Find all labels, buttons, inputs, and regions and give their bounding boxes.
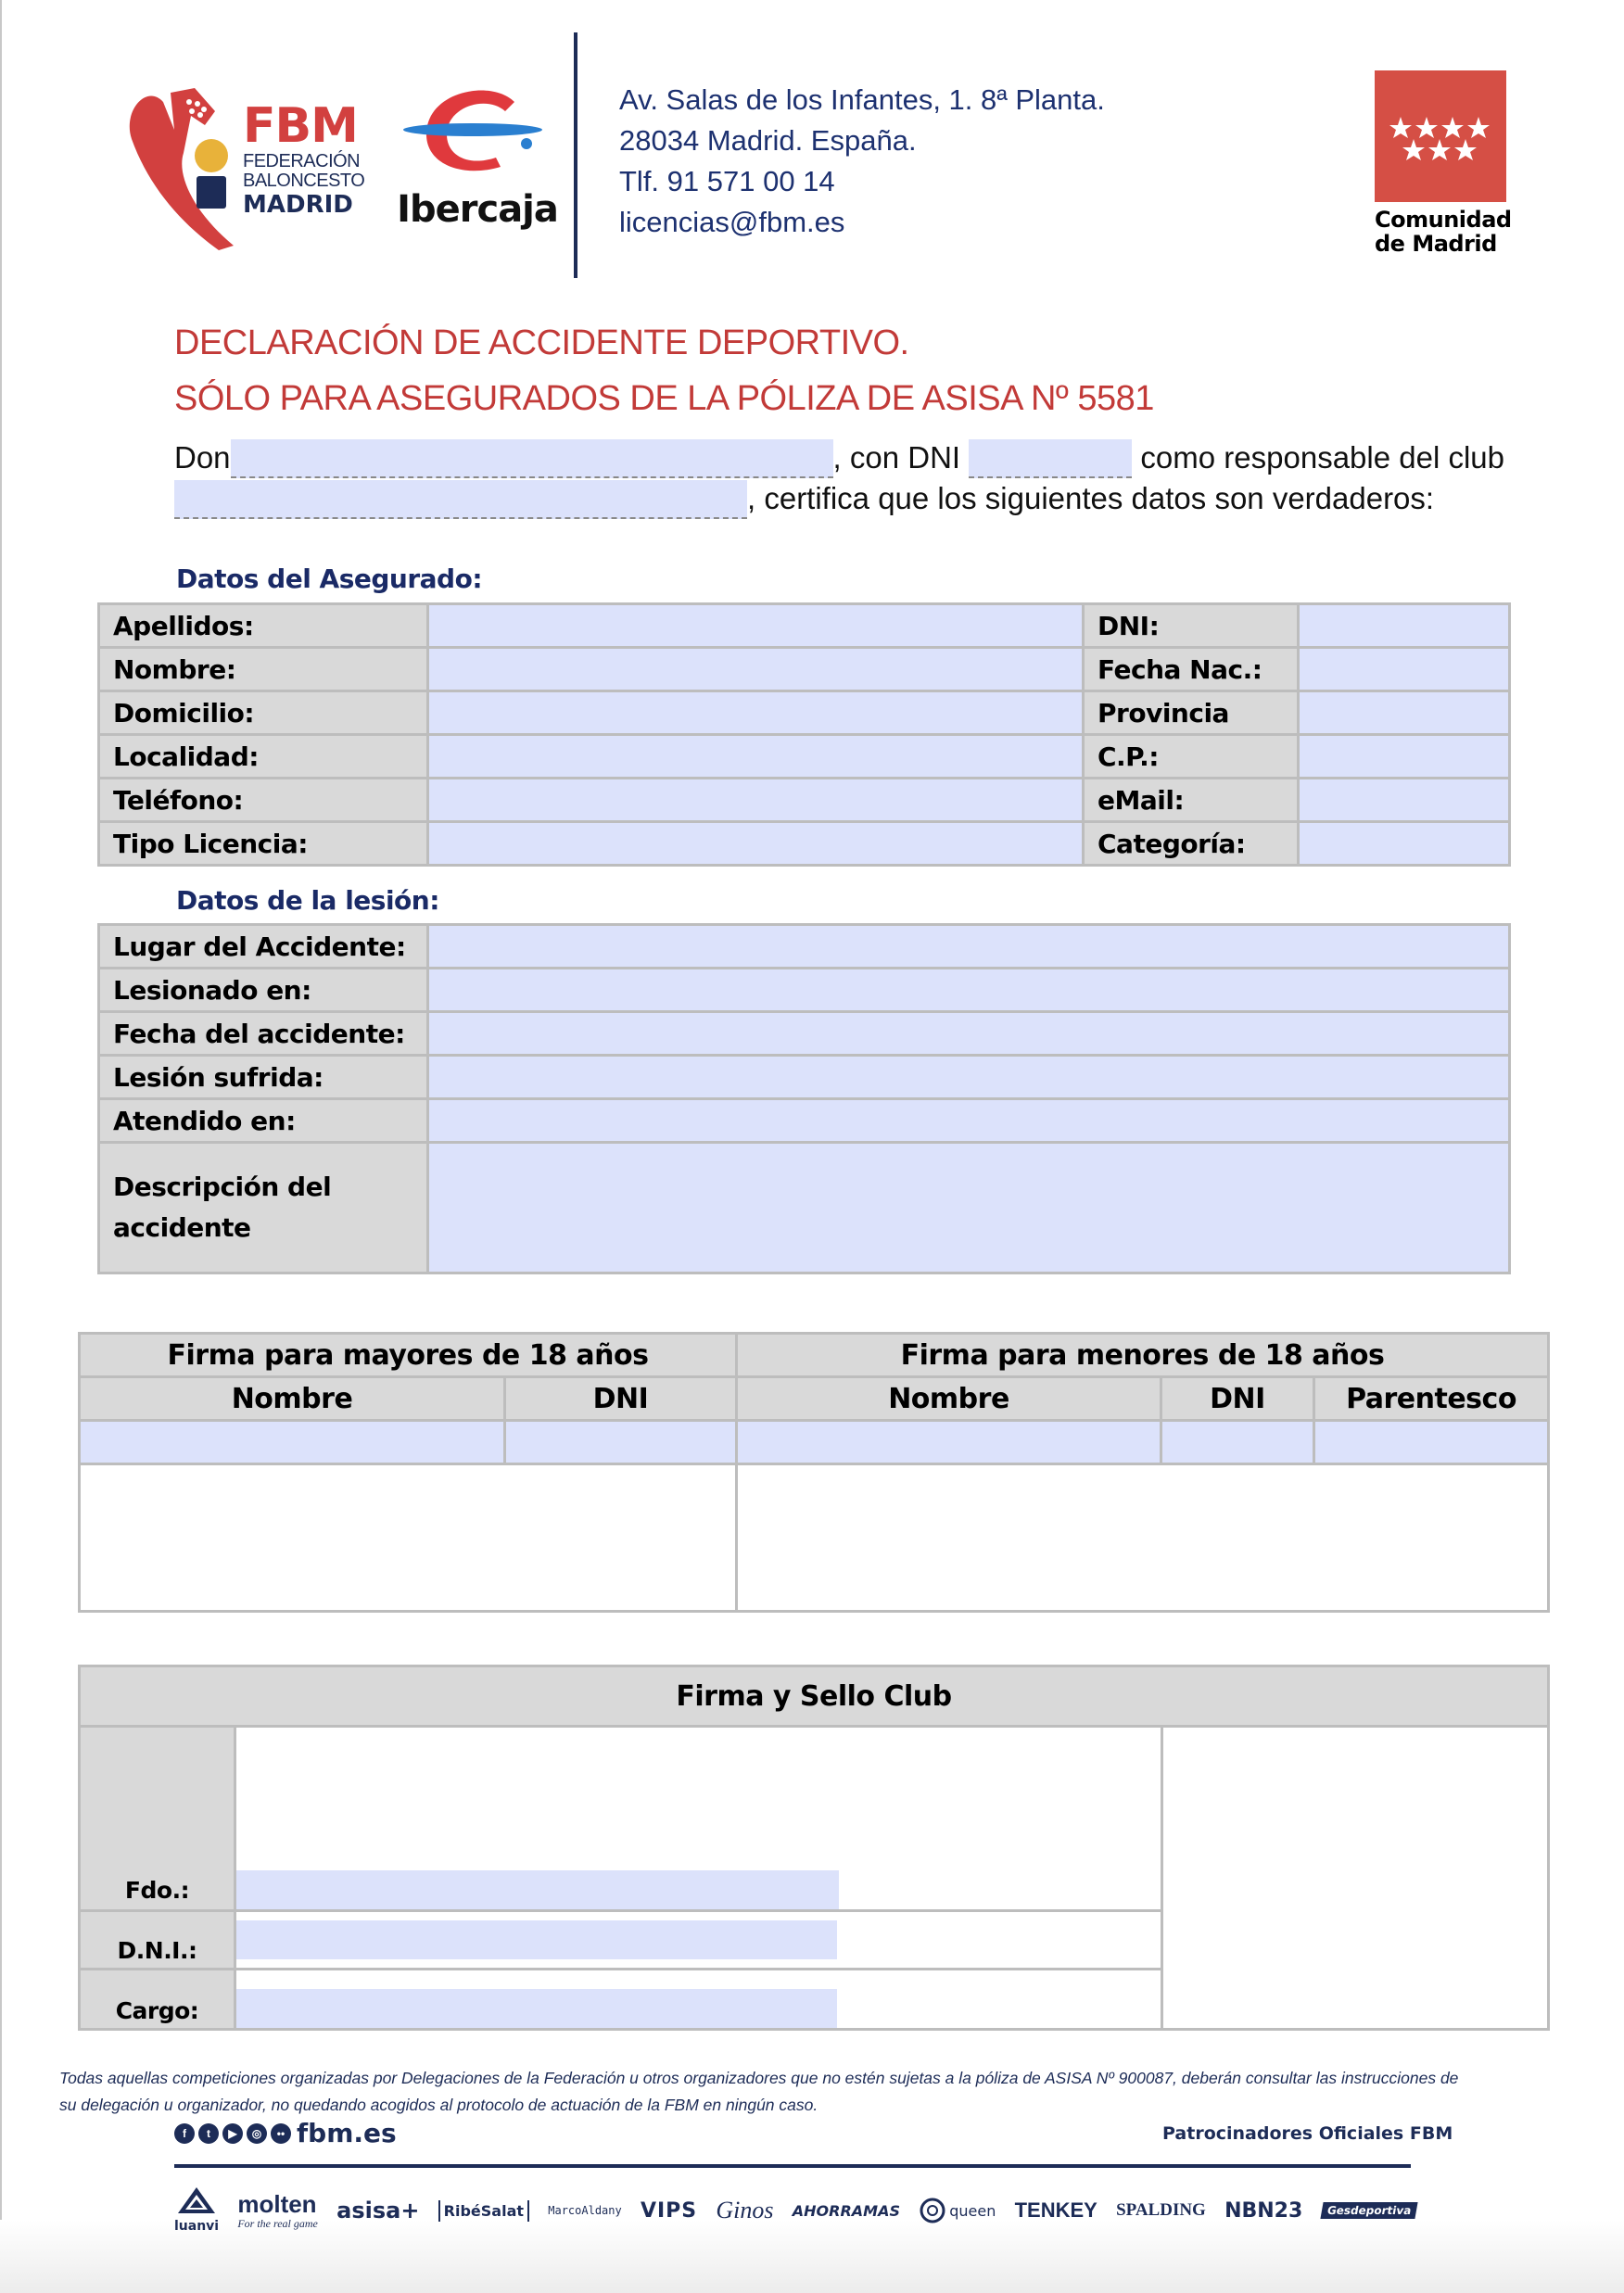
title-line1: DECLARACIÓN DE ACCIDENTE DEPORTIVO. xyxy=(174,323,909,362)
description-label xyxy=(99,1143,428,1273)
injury-row xyxy=(99,1056,1510,1099)
insured-input[interactable] xyxy=(429,692,1082,733)
responsible-dni-input[interactable] xyxy=(969,439,1132,478)
address-phone: Tlf. 91 571 00 14 xyxy=(619,165,835,197)
injury-label: Fecha del accidente: xyxy=(99,1012,428,1056)
injury-heading: Datos de la lesión: xyxy=(176,885,439,916)
sponsor-ribesalat: RibéSalat xyxy=(438,2200,529,2222)
sponsor-nbn23: NBN23 xyxy=(1224,2198,1303,2223)
insured-field[interactable] xyxy=(428,822,1084,866)
fbm-emblem-icon xyxy=(119,74,239,250)
facebook-icon[interactable]: f xyxy=(174,2123,195,2144)
injury-table xyxy=(97,923,1511,1274)
minors-signature-header: Firma para menores de 18 años xyxy=(737,1334,1549,1377)
contact-address xyxy=(619,80,1105,243)
star-icon xyxy=(1415,117,1438,138)
sponsor-ahorramas: AHORRAMAS xyxy=(792,2201,900,2220)
minor-name-field[interactable] xyxy=(737,1421,1161,1464)
title-line2: SÓLO PARA ASEGURADOS DE LA PÓLIZA DE ASISA Nº 5581 xyxy=(174,379,1154,418)
star-icon xyxy=(1402,139,1425,160)
insured-field-secondary[interactable] xyxy=(1299,604,1510,648)
injury-input[interactable] xyxy=(429,1013,1508,1054)
footer-divider xyxy=(174,2164,1411,2168)
adult-dni-column: DNI xyxy=(505,1377,737,1421)
injury-label: Lesionado en: xyxy=(99,969,428,1012)
description-label-line2: accidente xyxy=(113,1212,251,1243)
adult-name-column: Nombre xyxy=(80,1377,505,1421)
insured-row xyxy=(99,691,1510,735)
intro-mid1: , con DNI xyxy=(832,440,970,475)
minor-relationship-field[interactable] xyxy=(1314,1421,1549,1464)
club-dni-field[interactable] xyxy=(236,1920,837,1959)
page-edge xyxy=(0,0,2,2293)
sponsors-row xyxy=(174,2182,1416,2239)
intro-prefix: Don xyxy=(174,440,231,475)
insured-input-secondary[interactable] xyxy=(1300,823,1508,864)
injury-input[interactable] xyxy=(429,1100,1508,1141)
adult-name-input[interactable] xyxy=(81,1422,503,1463)
sponsor-marcoaldany: MarcoAldany xyxy=(548,2204,622,2217)
signed-by-cell xyxy=(235,1727,1162,1911)
ibercaja-emblem-icon xyxy=(389,83,565,185)
sponsor-asisa: asisa+ xyxy=(336,2198,420,2223)
description-label-line1: Descripción del xyxy=(113,1172,332,1202)
star-icon xyxy=(1428,139,1451,160)
injury-input[interactable] xyxy=(429,969,1508,1010)
sponsor-ginos: Ginos xyxy=(716,2197,774,2223)
adult-dni-input[interactable] xyxy=(506,1422,735,1463)
insured-label-secondary: DNI: xyxy=(1084,604,1299,648)
insured-input-secondary[interactable] xyxy=(1300,605,1508,646)
stars-icon xyxy=(1375,70,1506,202)
insured-input[interactable] xyxy=(429,605,1082,646)
injury-field[interactable] xyxy=(428,1099,1510,1143)
club-signature-table xyxy=(78,1665,1550,2031)
club-dni-input[interactable] xyxy=(236,1920,841,1961)
minor-dni-column: DNI xyxy=(1161,1377,1314,1421)
injury-row xyxy=(99,1099,1510,1143)
insured-input[interactable] xyxy=(429,649,1082,690)
insured-field[interactable] xyxy=(428,648,1084,691)
sponsor-spalding: SPALDING xyxy=(1116,2200,1206,2220)
page-title xyxy=(174,315,1154,426)
adult-signature-area[interactable] xyxy=(80,1464,737,1612)
signatures-table xyxy=(78,1332,1550,1613)
insured-row xyxy=(99,604,1510,648)
address-city: 28034 Madrid. España. xyxy=(619,124,917,157)
signed-by-field[interactable] xyxy=(236,1870,839,1909)
insured-row xyxy=(99,648,1510,691)
luanvi-tree-icon xyxy=(178,2187,215,2215)
insured-label: Domicilio: xyxy=(99,691,428,735)
insured-label-secondary: Fecha Nac.: xyxy=(1084,648,1299,691)
star-icon xyxy=(1441,117,1464,138)
insured-label: Localidad: xyxy=(99,735,428,779)
signed-by-label: Fdo.: xyxy=(80,1727,235,1911)
minor-name-input[interactable] xyxy=(738,1422,1160,1463)
injury-label: Lugar del Accidente: xyxy=(99,925,428,969)
signed-by-input[interactable] xyxy=(236,1870,843,1911)
position-cell xyxy=(235,1970,1162,2030)
insured-field-secondary[interactable] xyxy=(1299,735,1510,779)
minor-relationship-column: Parentesco xyxy=(1314,1377,1549,1421)
insured-field-secondary[interactable] xyxy=(1299,779,1510,822)
injury-field[interactable] xyxy=(428,925,1510,969)
injury-row xyxy=(99,1012,1510,1056)
website-link[interactable]: fbm.es xyxy=(297,2118,397,2148)
sponsors-title: Patrocinadores Oficiales FBM xyxy=(1162,2123,1453,2144)
insured-label-secondary: C.P.: xyxy=(1084,735,1299,779)
flickr-icon[interactable]: •• xyxy=(271,2123,291,2144)
club-dni-label: D.N.I.: xyxy=(80,1911,235,1970)
cm-line1: Comunidad xyxy=(1375,207,1512,233)
sponsor-molten: molten For the real game xyxy=(237,2190,318,2230)
description-field[interactable] xyxy=(428,1143,1510,1273)
address-email[interactable]: licencias@fbm.es xyxy=(619,206,845,238)
minor-signature-area[interactable] xyxy=(737,1464,1549,1612)
sponsor-queen: queen xyxy=(919,2197,996,2224)
address-line: Av. Salas de los Infantes, 1. 8ª Planta. xyxy=(619,83,1105,116)
sponsor-vips: VIPS xyxy=(640,2198,698,2223)
club-dni-cell xyxy=(235,1911,1162,1970)
insured-input[interactable] xyxy=(429,779,1082,820)
insured-heading: Datos del Asegurado: xyxy=(176,564,483,594)
injury-row xyxy=(99,925,1510,969)
insured-row xyxy=(99,735,1510,779)
disclaimer-line1: Todas aquellas competiciones organizadas por Delegaciones de la Federación u otros organizadores que no estén sujetas a la póliza de ASISA Nº 900087, deberán consultar las instrucciones de xyxy=(59,2069,1459,2087)
adult-dni-field[interactable] xyxy=(505,1421,737,1464)
sponsor-luanvi: luanvi xyxy=(174,2187,219,2234)
insured-input[interactable] xyxy=(429,823,1082,864)
minor-dni-input[interactable] xyxy=(1162,1422,1313,1463)
injury-row xyxy=(99,969,1510,1012)
fbm-line1: FEDERACIÓN xyxy=(243,151,361,171)
insured-field-secondary[interactable] xyxy=(1299,648,1510,691)
insured-field[interactable] xyxy=(428,779,1084,822)
club-stamp-area[interactable] xyxy=(1162,1727,1549,2030)
insured-input-secondary[interactable] xyxy=(1300,736,1508,777)
description-textarea[interactable] xyxy=(429,1142,1508,1270)
insured-label-secondary: Categoría: xyxy=(1084,822,1299,866)
minor-dni-field[interactable] xyxy=(1161,1421,1314,1464)
intro-mid2: como responsable del club xyxy=(1132,440,1505,475)
adults-signature-header: Firma para mayores de 18 años xyxy=(80,1334,737,1377)
insured-field[interactable] xyxy=(428,735,1084,779)
description-row xyxy=(99,1143,1510,1273)
comunidad-madrid-flag-icon xyxy=(1375,70,1506,202)
injury-input[interactable] xyxy=(429,926,1508,967)
insured-input[interactable] xyxy=(429,736,1082,777)
certification-statement xyxy=(174,437,1528,519)
fbm-line2: BALONCESTO xyxy=(243,171,365,191)
insured-label-secondary: eMail: xyxy=(1084,779,1299,822)
injury-label: Atendido en: xyxy=(99,1099,428,1143)
twitter-icon[interactable]: t xyxy=(198,2123,219,2144)
position-label: Cargo: xyxy=(80,1970,235,2030)
injury-field[interactable] xyxy=(428,1012,1510,1056)
fbm-logo-text xyxy=(243,100,382,219)
responsible-name-input[interactable] xyxy=(231,439,833,478)
insured-label: Nombre: xyxy=(99,648,428,691)
star-icon xyxy=(1389,117,1412,138)
comunidad-madrid-text xyxy=(1375,208,1512,256)
insured-input-secondary[interactable] xyxy=(1300,692,1508,733)
minor-name-column: Nombre xyxy=(737,1377,1161,1421)
insured-field-secondary[interactable] xyxy=(1299,691,1510,735)
insured-label: Apellidos: xyxy=(99,604,428,648)
disclaimer-line2: su delegación u organizador, no quedando acogidos al protocolo de actuación de la FBM en ningún caso. xyxy=(59,2096,818,2114)
minor-relationship-input[interactable] xyxy=(1315,1422,1547,1463)
insured-field[interactable] xyxy=(428,691,1084,735)
injury-field[interactable] xyxy=(428,1056,1510,1099)
instagram-icon[interactable]: ◎ xyxy=(247,2123,267,2144)
insured-row xyxy=(99,779,1510,822)
insured-field[interactable] xyxy=(428,604,1084,648)
youtube-icon[interactable]: ▶ xyxy=(222,2123,243,2144)
insured-input-secondary[interactable] xyxy=(1300,649,1508,690)
insured-label-secondary: Provincia xyxy=(1084,691,1299,735)
ibercaja-logo xyxy=(389,83,565,241)
club-signature-header: Firma y Sello Club xyxy=(80,1666,1549,1727)
star-icon xyxy=(1454,139,1477,160)
fbm-line3: MADRID xyxy=(243,191,353,219)
fbm-acronym: FBM xyxy=(243,98,358,154)
club-name-input[interactable] xyxy=(174,480,747,519)
disclaimer-text xyxy=(59,2065,1561,2119)
insured-label: Tipo Licencia: xyxy=(99,822,428,866)
header-divider xyxy=(574,32,577,278)
sponsor-tenkey: TENKEY xyxy=(1014,2198,1097,2222)
insured-label: Teléfono: xyxy=(99,779,428,822)
injury-label: Lesión sufrida: xyxy=(99,1056,428,1099)
position-input[interactable] xyxy=(236,1989,841,2030)
insured-table xyxy=(97,602,1511,867)
ibercaja-wordmark: Ibercaja xyxy=(397,188,558,231)
star-icon xyxy=(1467,117,1490,138)
queen-emblem-icon xyxy=(919,2197,946,2224)
social-links xyxy=(174,2118,397,2148)
insured-row xyxy=(99,822,1510,866)
cm-line2: de Madrid xyxy=(1375,231,1497,257)
adult-name-field[interactable] xyxy=(80,1421,505,1464)
injury-input[interactable] xyxy=(429,1057,1508,1097)
sponsor-gesdeportiva: Gesdeportiva xyxy=(1320,2202,1418,2219)
intro-suffix: , certifica que los siguientes datos son verdaderos: xyxy=(747,481,1435,515)
insured-field-secondary[interactable] xyxy=(1299,822,1510,866)
insured-input-secondary[interactable] xyxy=(1300,779,1508,820)
injury-field[interactable] xyxy=(428,969,1510,1012)
position-field[interactable] xyxy=(236,1989,837,2028)
